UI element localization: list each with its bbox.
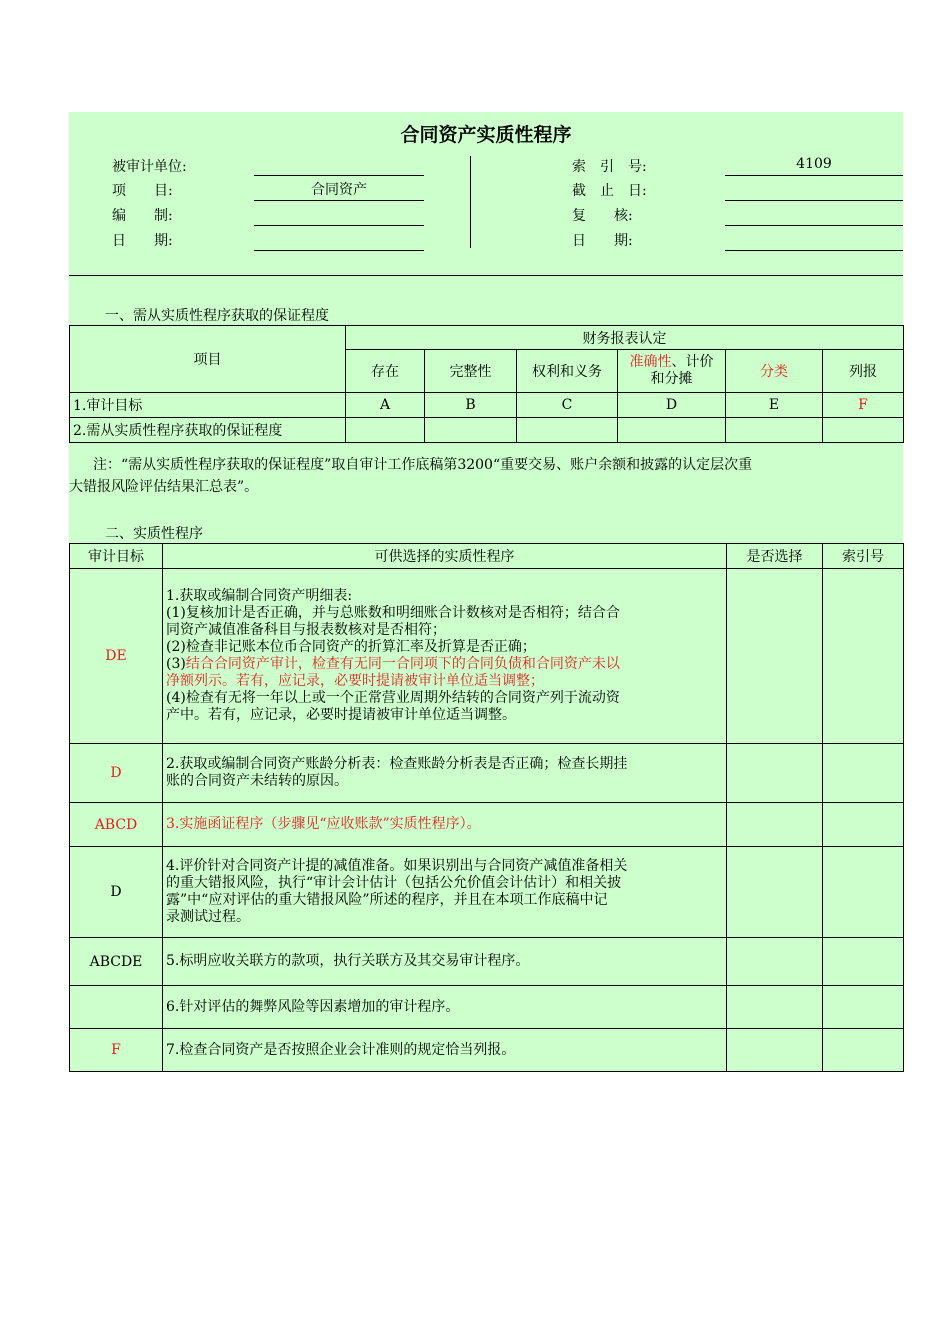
col-selected-header: 是否选择 — [727, 544, 823, 569]
assertion-accuracy-part3: 和分摊 — [650, 371, 693, 387]
procedure-text — [163, 986, 727, 1029]
col-procedure-header: 可供选择的实质性程序 — [163, 544, 727, 569]
note-text — [69, 454, 903, 498]
procedure-line: 7.检查合同资产是否按照企业会计准则的规定恰当列报。 — [166, 1041, 516, 1058]
worksheet — [69, 112, 903, 1074]
header-bottom-rule — [69, 275, 903, 276]
procedure-line: 6.针对评估的舞弊风险等因素增加的审计程序。 — [166, 998, 460, 1015]
procedure-line: 同资产减值准备科目与报表数核对是否相符； — [166, 622, 446, 638]
index-underline — [725, 175, 903, 176]
objective-cell-d: D — [618, 393, 726, 418]
procedure-text — [163, 803, 727, 847]
table-row — [70, 1029, 904, 1072]
assertions-group-header: 财务报表认定 — [346, 326, 904, 350]
item-value[interactable]: 合同资产 — [311, 182, 367, 198]
procedure-line: 3.实施函证程序（步骤见“应收账款”实质性程序）。 — [166, 816, 481, 832]
table-row — [70, 803, 904, 847]
index-label: 索 引 号: — [572, 159, 647, 175]
page-title: 合同资产实质性程序 — [400, 124, 572, 146]
procedure-text — [163, 847, 727, 938]
section2-heading: 二、实质性程序 — [105, 526, 203, 542]
assurance-cell[interactable] — [618, 418, 726, 443]
procedure-text — [163, 938, 727, 986]
prep-date-underline — [254, 250, 424, 251]
procedure-line: (1)复核加计是否正确，并与总账数和明细账合计数核对是否相符；结合合 — [166, 605, 620, 621]
table-row — [70, 938, 904, 986]
procedure-objective: DE — [70, 569, 163, 744]
objective-cell-f: F — [823, 393, 904, 418]
procedure-line-emphasis: 净额列示。若有，应记录，必要时提请被审计单位适当调整； — [166, 673, 544, 689]
index-value[interactable]: 4109 — [796, 156, 832, 172]
index-cell[interactable] — [823, 744, 904, 803]
header-divider — [470, 156, 471, 248]
index-cell[interactable] — [823, 1029, 904, 1072]
procedure-line — [166, 656, 723, 673]
assurance-cell[interactable] — [726, 418, 823, 443]
procedure-objective: D — [70, 847, 163, 938]
procedure-objective: F — [70, 1029, 163, 1072]
table-row — [70, 847, 904, 938]
procedure-objective: D — [70, 744, 163, 803]
reviewer-label: 复 核: — [572, 208, 633, 224]
selected-cell[interactable] — [727, 569, 823, 744]
item-header: 项目 — [70, 326, 346, 393]
item-label: 项 目: — [112, 183, 173, 199]
procedure-objective: ABCD — [70, 803, 163, 847]
cutoff-underline — [725, 200, 903, 201]
index-cell[interactable] — [823, 569, 904, 744]
col-objective-header: 审计目标 — [70, 544, 163, 569]
review-date-underline — [725, 250, 903, 251]
index-cell[interactable] — [823, 803, 904, 847]
procedure-line: (2)检查非记账本位币合同资产的折算汇率及折算是否正确； — [166, 639, 536, 655]
selected-cell[interactable] — [727, 938, 823, 986]
prep-date-label: 日 期: — [112, 233, 173, 249]
assurance-cell[interactable] — [823, 418, 904, 443]
item-underline — [254, 200, 424, 201]
procedure-line: 4.评价针对合同资产计提的减值准备。如果识别出与合同资产减值准备相关 — [166, 858, 628, 874]
assertion-presentation: 列报 — [823, 350, 904, 393]
table-row — [70, 744, 904, 803]
assurance-cell[interactable] — [346, 418, 425, 443]
procedure-objective: ABCDE — [70, 938, 163, 986]
assurance-cell[interactable] — [425, 418, 517, 443]
assertion-accuracy-part1: 准确性 — [629, 354, 672, 370]
objective-cell-b: B — [425, 393, 517, 418]
procedure-line: 账的合同资产未结转的原因。 — [166, 773, 348, 789]
assertion-classification: 分类 — [726, 350, 823, 393]
col-index-header: 索引号 — [823, 544, 904, 569]
selected-cell[interactable] — [727, 1029, 823, 1072]
assertion-existence: 存在 — [346, 350, 425, 393]
section1-heading: 一、需从实质性程序获取的保证程度 — [105, 308, 329, 324]
procedure-line: 的重大错报风险，执行“审计会计估计（包括公允价值会计估计）和相关披 — [166, 875, 622, 891]
assertion-accuracy-part2: 、计价 — [671, 354, 714, 370]
index-cell[interactable] — [823, 847, 904, 938]
auditee-label: 被审计单位: — [112, 159, 187, 175]
procedure-line: 产中。若有，应记录，必要时提请被审计单位适当调整。 — [166, 707, 516, 723]
procedure-line: 露”中“应对评估的重大错报风险”所述的程序，并且在本项工作底稿中记 — [166, 892, 608, 908]
row-assurance-label: 2.需从实质性程序获取的保证程度 — [70, 418, 346, 443]
objective-cell-a: A — [346, 393, 425, 418]
procedure-line: 录测试过程。 — [166, 909, 250, 925]
row-audit-objective-label: 1.审计目标 — [70, 393, 346, 418]
procedure-line: 1.获取或编制合同资产明细表: — [166, 588, 353, 604]
procedure-line-emphasis: 结合合同资产审计，检查有无同一合同项下的合同负债和合同资产未以 — [185, 656, 620, 672]
note-line-1: 注：“需从实质性程序获取的保证程度”取自审计工作底稿第3200“重要交易、账户余额和披露的认定层次重 — [93, 457, 753, 473]
procedure-objective — [70, 986, 163, 1029]
table-row — [70, 986, 904, 1029]
preparer-label: 编 制: — [112, 208, 173, 224]
auditee-underline — [254, 175, 424, 176]
table-row — [70, 569, 904, 744]
procedure-line: 2.获取或编制合同资产账龄分析表：检查账龄分析表是否正确；检查长期挂 — [166, 756, 628, 772]
selected-cell[interactable] — [727, 744, 823, 803]
index-cell[interactable] — [823, 986, 904, 1029]
objective-cell-c: C — [517, 393, 618, 418]
procedure-line: (4)检查有无将一年以上或一个正常营业周期外结转的合同资产列于流动资 — [166, 690, 620, 706]
objective-cell-e: E — [726, 393, 823, 418]
reviewer-underline — [725, 225, 903, 226]
procedure-line: 5.标明应收关联方的款项，执行关联方及其交易审计程序。 — [166, 953, 530, 969]
selected-cell[interactable] — [727, 803, 823, 847]
selected-cell[interactable] — [727, 986, 823, 1029]
assertion-accuracy — [618, 350, 726, 393]
procedures-table — [69, 543, 904, 1072]
note-line-2: 大错报风险评估结果汇总表”。 — [69, 479, 259, 495]
review-date-label: 日 期: — [572, 233, 633, 249]
procedure-text — [163, 1029, 727, 1072]
assertion-rights: 权利和义务 — [517, 350, 618, 393]
selected-cell[interactable] — [727, 847, 823, 938]
assertion-completeness: 完整性 — [425, 350, 517, 393]
procedure-text — [163, 744, 727, 803]
preparer-underline — [254, 225, 424, 226]
assurance-table — [69, 325, 904, 443]
procedure-text — [163, 569, 727, 744]
index-cell[interactable] — [823, 938, 904, 986]
cutoff-label: 截 止 日: — [572, 183, 647, 199]
assurance-cell[interactable] — [517, 418, 618, 443]
procedure-line-prefix: (3) — [166, 656, 186, 672]
